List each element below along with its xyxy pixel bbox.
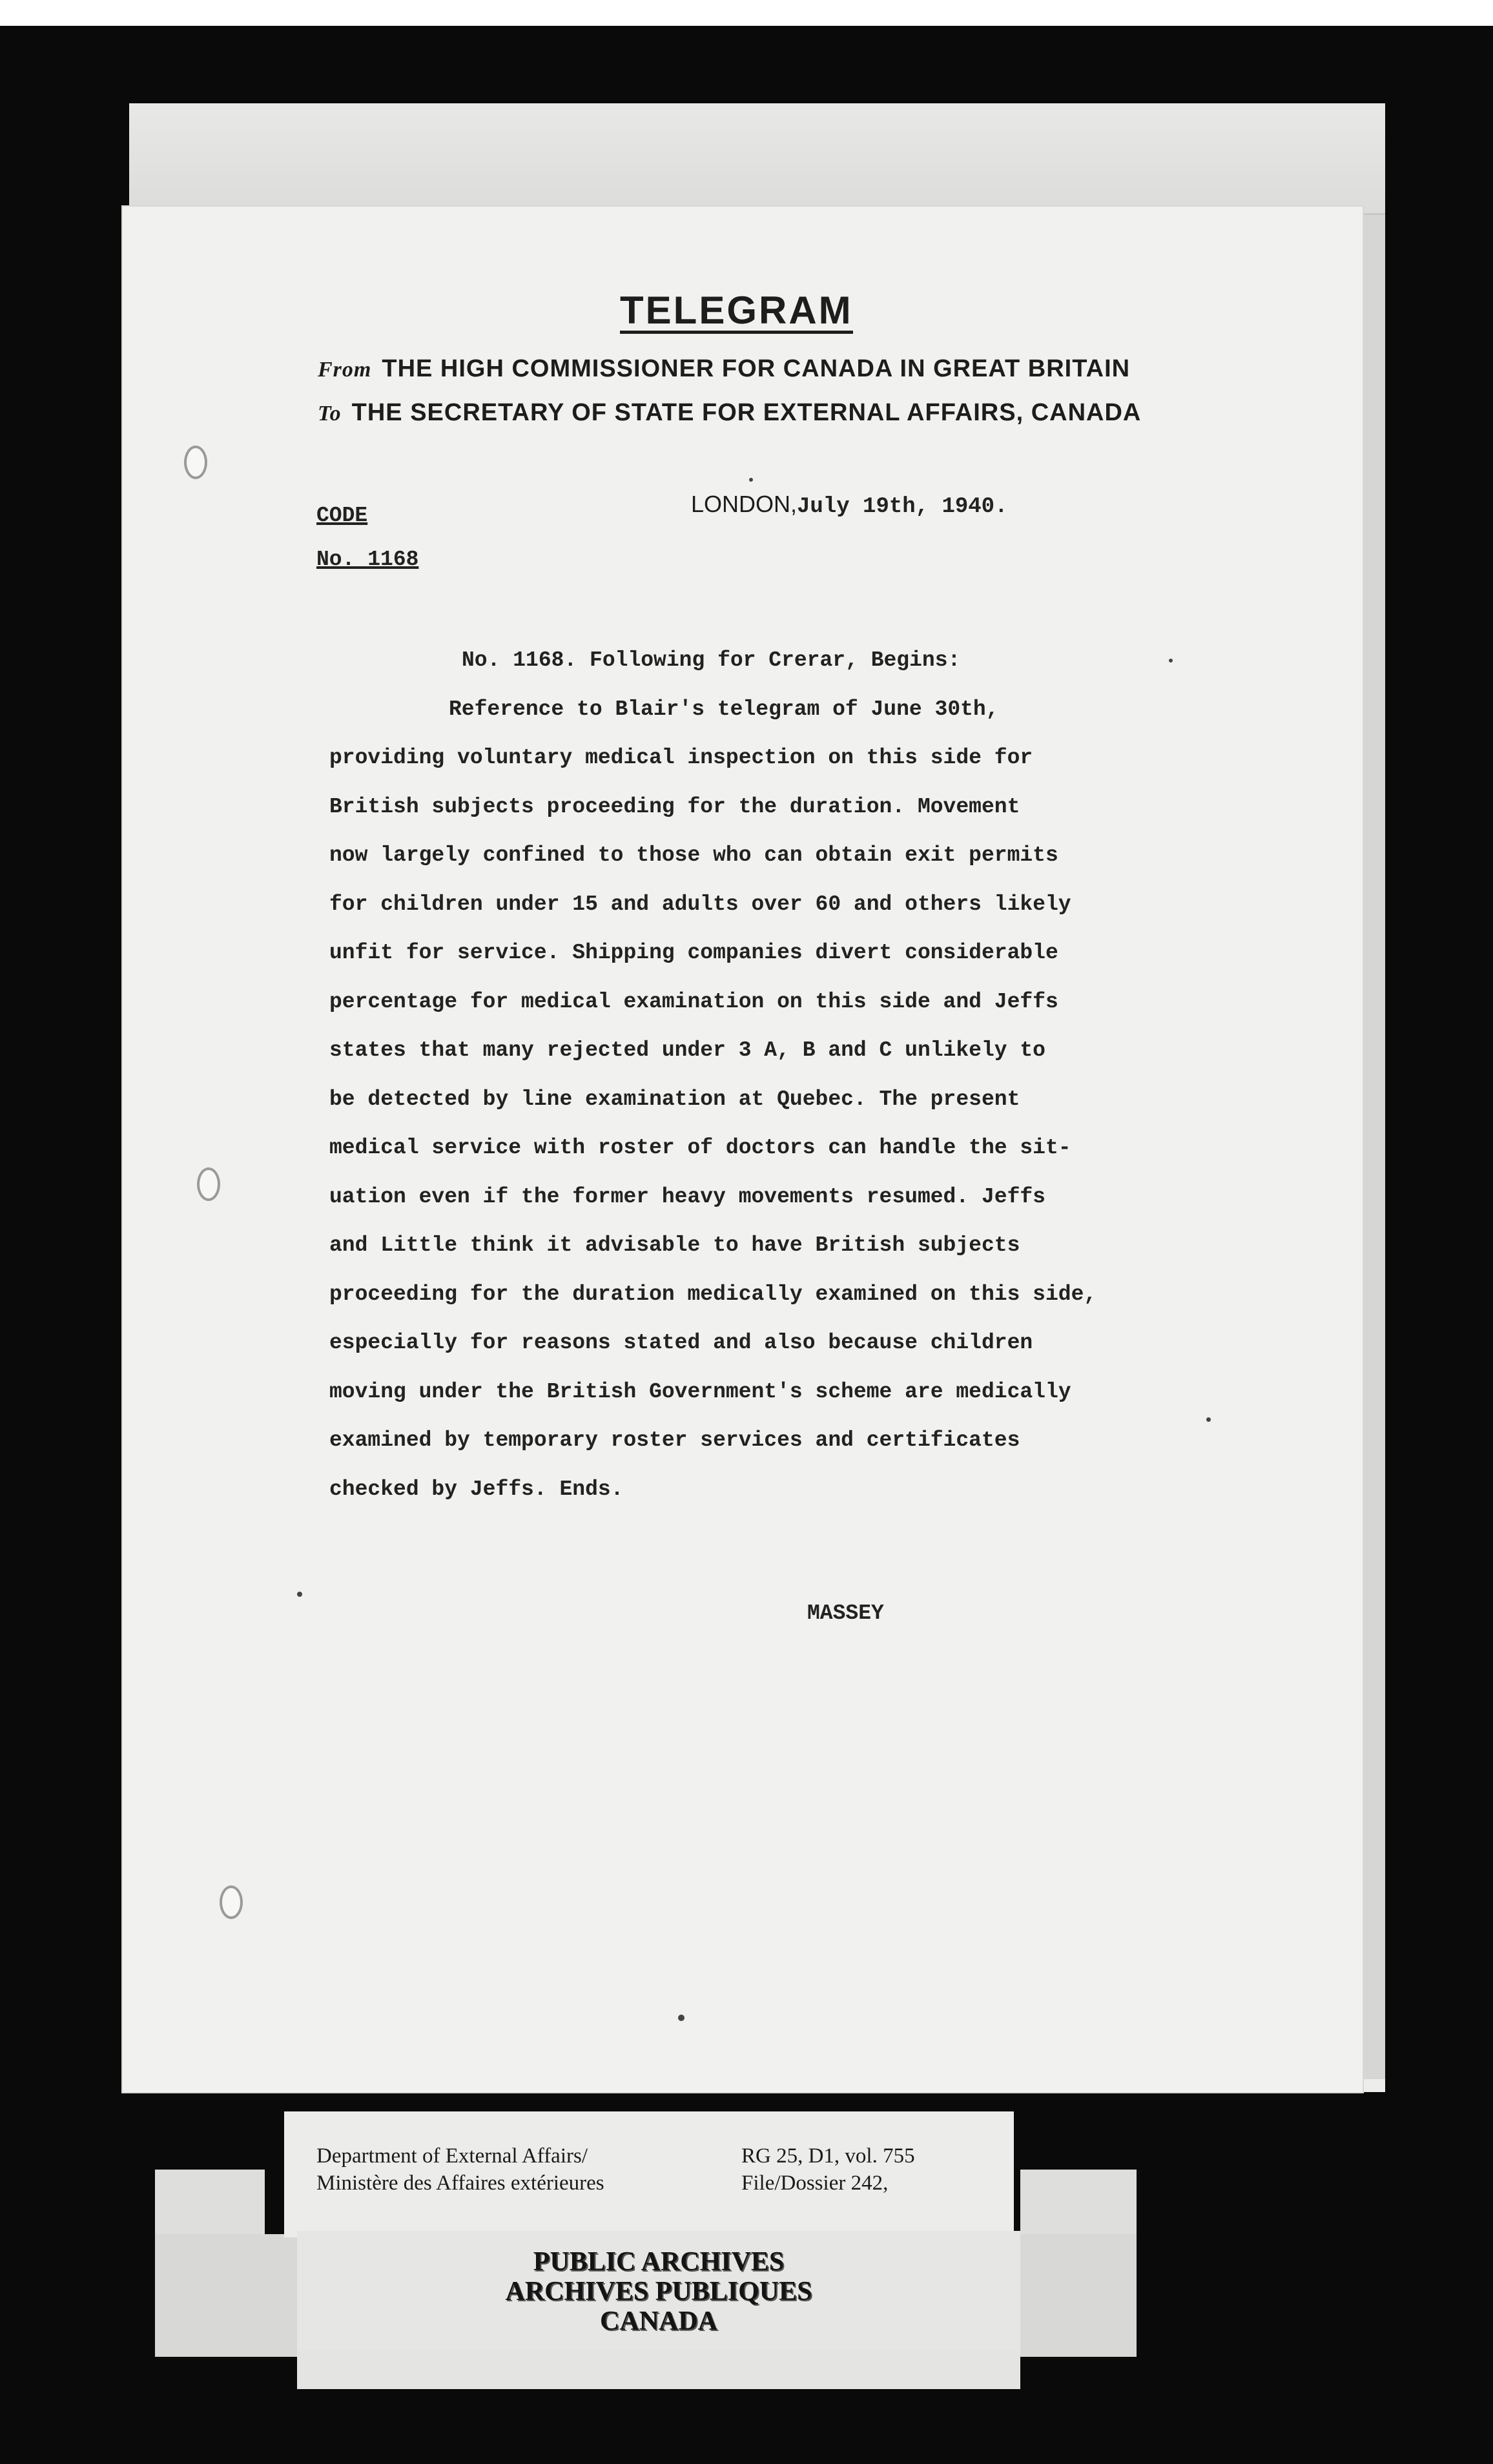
signature: MASSEY xyxy=(807,1601,884,1625)
from-value: THE HIGH COMMISSIONER FOR CANADA IN GREAT BRITAIN xyxy=(382,355,1131,382)
telegram-body xyxy=(329,636,1246,1514)
body-line: and Little think it advisable to have British subjects xyxy=(329,1233,1020,1257)
date-value: July 19th, 1940. xyxy=(797,495,1008,519)
body-line: unfit for service. Shipping companies divert considerable xyxy=(329,941,1058,965)
file-dossier: File/Dossier 242, xyxy=(741,2171,889,2195)
code-number: No. 1168 xyxy=(316,548,419,571)
stamp-line: PUBLIC ARCHIVES xyxy=(533,2247,785,2277)
to-line xyxy=(318,399,1141,427)
body-line: providing voluntary medical inspection on this side for xyxy=(329,746,1033,770)
date-city: LONDON, xyxy=(691,491,798,517)
stamp-line: ARCHIVES PUBLIQUES xyxy=(505,2277,812,2306)
body-line: Reference to Blair's telegram of June 30th, xyxy=(449,697,999,721)
body-line: examined by temporary roster services and certificates xyxy=(329,1428,1020,1452)
telegram-title: TELEGRAM xyxy=(620,291,853,334)
body-line: British subjects proceeding for the duration. Movement xyxy=(329,794,1020,819)
punch-hole-icon xyxy=(197,1167,220,1201)
punch-hole-icon xyxy=(184,446,207,479)
stamp-line: CANADA xyxy=(600,2306,717,2336)
body-line: proceeding for the duration medically examined on this side, xyxy=(329,1282,1097,1306)
speck xyxy=(678,2015,685,2021)
body-line: moving under the British Government's scheme are medically xyxy=(329,1379,1071,1404)
body-line: percentage for medical examination on this side and Jeffs xyxy=(329,989,1058,1014)
body-line: No. 1168. Following for Crerar, Begins: xyxy=(462,648,961,672)
body-line: uation even if the former heavy movements resumed. Jeffs xyxy=(329,1184,1045,1209)
body-line: now largely confined to those who can obtain exit permits xyxy=(329,843,1058,867)
archive-stamp-tail xyxy=(297,2350,1020,2389)
department-en: Department of External Affairs/ xyxy=(316,2144,588,2168)
rg-reference: RG 25, D1, vol. 755 xyxy=(741,2144,915,2168)
from-label: From xyxy=(318,358,372,382)
code-label: CODE xyxy=(316,504,368,528)
body-line: be detected by line examination at Quebec. The present xyxy=(329,1087,1020,1111)
body-line: medical service with roster of doctors can handle the sit- xyxy=(329,1136,1071,1160)
from-line xyxy=(318,355,1130,383)
body-line: states that many rejected under 3 A, B and C unlikely to xyxy=(329,1038,1045,1062)
department-fr: Ministère des Affaires extérieures xyxy=(316,2171,604,2195)
public-archives-stamp xyxy=(297,2247,1020,2336)
body-line: checked by Jeffs. Ends. xyxy=(329,1477,624,1501)
punch-hole-icon xyxy=(220,1885,243,1919)
speck xyxy=(749,478,753,482)
to-label: To xyxy=(318,402,342,426)
speck xyxy=(297,1592,302,1597)
body-line: especially for reasons stated and also because children xyxy=(329,1331,1033,1355)
body-line: for children under 15 and adults over 60 and others likely xyxy=(329,892,1071,916)
scan-top-margin xyxy=(0,0,1493,26)
to-value: THE SECRETARY OF STATE FOR EXTERNAL AFFAIRS, CANADA xyxy=(351,399,1142,426)
paper-top-fold xyxy=(129,103,1385,215)
dateline xyxy=(691,491,1007,519)
